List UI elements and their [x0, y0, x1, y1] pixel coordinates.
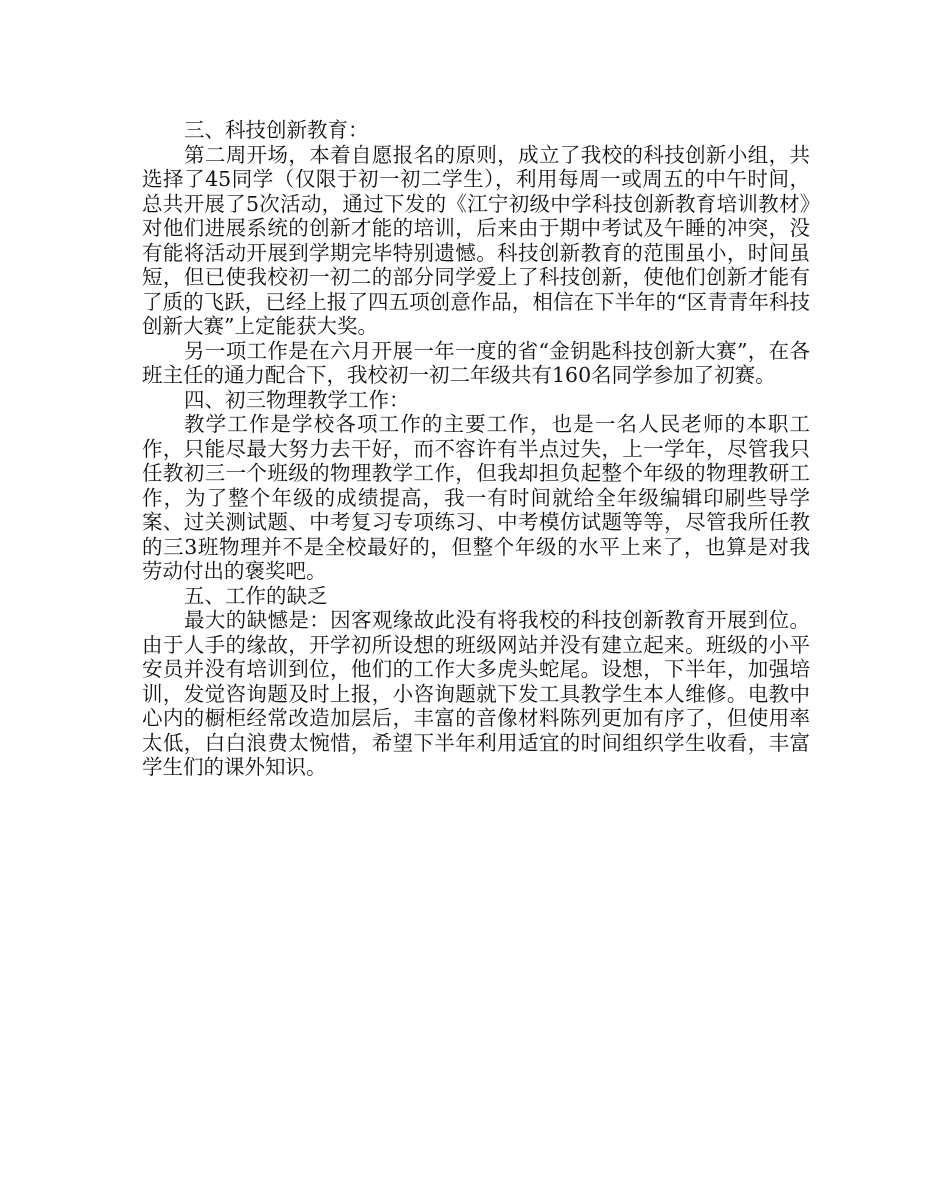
section-heading-physics-teaching: 四、初三物理教学工作： [184, 387, 410, 412]
paragraph-golden-key-contest: 另一项工作是在六月开展一年一度的省“金钥匙科技创新大赛”，在各班主任的通力配合下，我校初一初二年级共有160名同学参加了初赛。 [142, 338, 810, 387]
section-heading-shortcomings: 五、工作的缺乏 [184, 583, 328, 608]
section-heading-tech-innovation: 三、科技创新教育： [184, 118, 369, 142]
paragraph-physics-teaching: 教学工作是学校各项工作的主要工作，也是一名人民老师的本职工作，只能尽最大努力去干好，而不容许有半点过失，上一学年，尽管我只任教初三一个班级的物理教学工作，但我却担负起整个年级的物理教研工作，为了整个年级的成绩提高，我一有时间就给全年级编辑印刷些导学案、过关测试题、中考复习专项练习、中考模仿试题等等，尽管我所任教的三3班物理并不是全校最好的，但整个年级的水平上来了，也算是对我劳动付出的褒奖吧。 [142, 412, 810, 583]
paragraph-tech-innovation-group: 第二周开场，本着自愿报名的原则，成立了我校的科技创新小组，共选择了45同学（仅限于初一初二学生），利用每周一或周五的中午时间，总共开展了5次活动，通过下发的《江宁初级中学科技创新教育培训教材》对他们进展系统的创新才能的培训，后来由于期中考试及午睡的冲突，没有能将活动开展到学期完毕特别遗憾。科技创新教育的范围虽小，时间虽短，但已使我校初一初二的部分同学爱上了科技创新，使他们创新才能有了质的飞跃，已经上报了四五项创意作品，相信在下半年的“区青青年科技创新大赛”上定能获大奖。 [142, 142, 810, 338]
document-page [142, 118, 810, 780]
paragraph-shortcomings: 最大的缺憾是：因客观缘故此没有将我校的科技创新教育开展到位。由于人手的缘故，开学初所设想的班级网站并没有建立起来。班级的小平安员并没有培训到位，他们的工作大多虎头蛇尾。设想，下半年，加强培训，发觉咨询题及时上报，小咨询题就下发工具教学生本人维修。电教中心内的橱柜经常改造加层后，丰富的音像材料陈列更加有序了，但使用率太低，白白浪费太惋惜，希望下半年利用适宜的时间组织学生收看，丰富学生们的课外知识。 [142, 608, 810, 779]
